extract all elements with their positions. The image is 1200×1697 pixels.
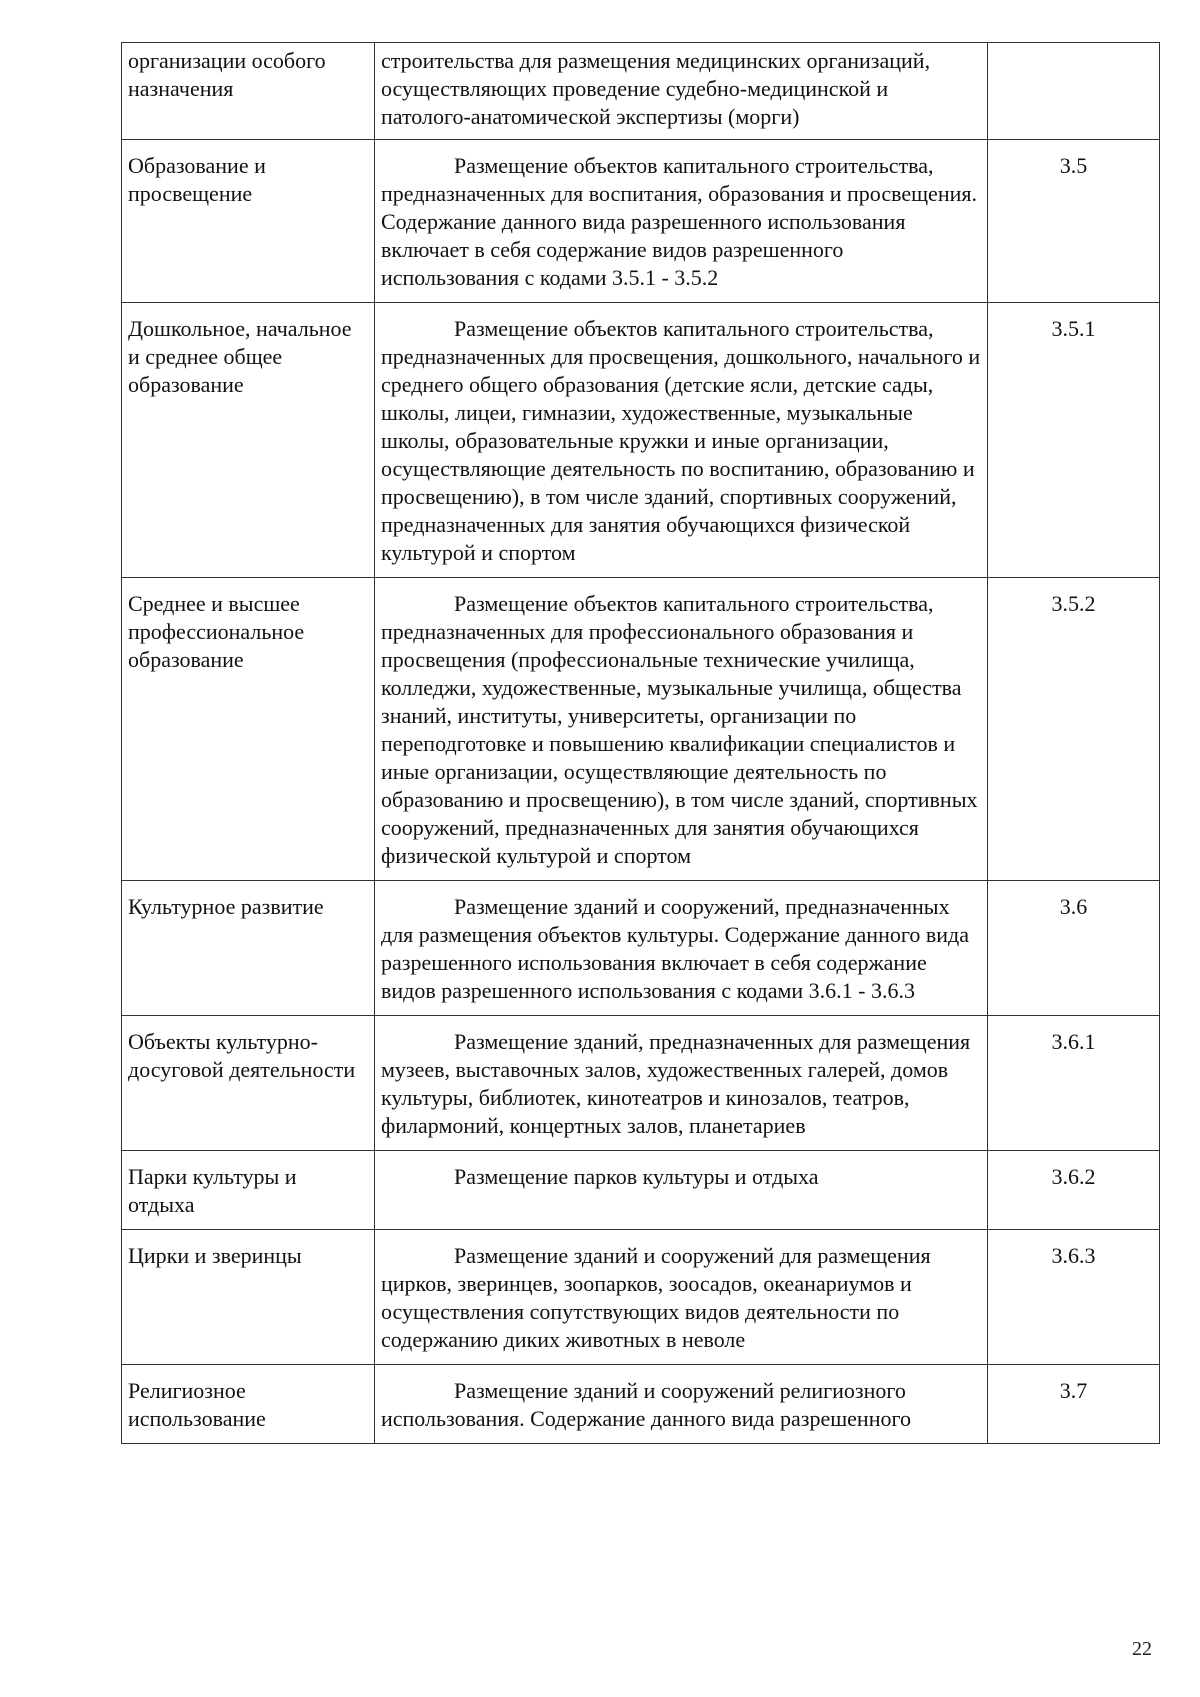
use-type-code: 3.6	[988, 881, 1160, 1016]
table-row	[122, 1151, 1160, 1230]
use-type-code: 3.5.1	[988, 303, 1160, 578]
use-type-code: 3.7	[988, 1365, 1160, 1444]
description-text: строительства для размещения медицинских организаций, осуществляющих проведение судебно-медицинской и патолого-анатомической экспертизы (морги)	[381, 48, 931, 129]
use-type-code: 3.6.1	[988, 1016, 1160, 1151]
page-number: 22	[1132, 1638, 1152, 1660]
use-type-description	[375, 1365, 988, 1444]
land-use-table	[121, 42, 1160, 1444]
use-type-name: Религиозное использование	[122, 1365, 375, 1444]
table-row	[122, 578, 1160, 881]
use-type-description	[375, 140, 988, 303]
description-text: Размещение зданий и сооружений религиозного использования. Содержание данного вида разрешенного	[381, 1378, 911, 1431]
use-type-code	[988, 43, 1160, 140]
description-text: Размещение зданий, предназначенных для размещения музеев, выставочных залов, художественных галерей, домов культуры, библиотек, кинотеатров и кинозалов, театров, филармоний, концертных залов, планетариев	[381, 1029, 971, 1138]
use-type-description	[375, 1151, 988, 1230]
table-row	[122, 140, 1160, 303]
use-type-code: 3.5.2	[988, 578, 1160, 881]
table-row	[122, 43, 1160, 140]
use-type-name: Цирки и зверинцы	[122, 1230, 375, 1365]
use-type-name: Объекты культурно-досуговой деятельности	[122, 1016, 375, 1151]
description-text: Размещение зданий и сооружений для размещения цирков, зверинцев, зоопарков, зоосадов, океанариумов и осуществления сопутствующих видов деятельности по содержанию диких животных в неволе	[381, 1243, 931, 1352]
use-type-code: 3.5	[988, 140, 1160, 303]
description-text: Размещение зданий и сооружений, предназначенных для размещения объектов культуры. Содержание данного вида разрешенного использования включает в себя содержание видов разрешенного использования с кодами 3.6.1 - 3.6.3	[381, 894, 969, 1003]
description-text: Размещение парков культуры и отдыха	[454, 1164, 819, 1189]
use-type-name: Образование и просвещение	[122, 140, 375, 303]
table-row	[122, 1016, 1160, 1151]
table-row	[122, 881, 1160, 1016]
use-type-name: организации особого назначения	[122, 43, 375, 140]
use-type-name: Среднее и высшее профессиональное образование	[122, 578, 375, 881]
table-row	[122, 1230, 1160, 1365]
use-type-name: Культурное развитие	[122, 881, 375, 1016]
use-type-description	[375, 43, 988, 140]
use-type-name: Дошкольное, начальное и среднее общее образование	[122, 303, 375, 578]
use-type-description	[375, 1230, 988, 1365]
table-row	[122, 1365, 1160, 1444]
description-text: Размещение объектов капитального строительства, предназначенных для просвещения, дошкольного, начального и среднего общего образования (детские ясли, детские сады, школы, лицеи, гимназии, художественные, музыкальные школы, образовательные кружки и иные организации, осуществляющие деятельность по воспитанию, образованию и просвещению), в том числе зданий, спортивных сооружений, предназначенных для занятия обучающихся физической культурой и спортом	[381, 316, 981, 565]
table-row	[122, 303, 1160, 578]
description-text: Размещение объектов капитального строительства, предназначенных для профессионального образования и просвещения (профессиональные технические училища, колледжи, художественные, музыкальные училища, общества знаний, институты, университеты, организации по переподготовке и повышению квалификации специалистов и иные организации, осуществляющие деятельность по образованию и просвещению), в том числе зданий, спортивных сооружений, предназначенных для занятия обучающихся физической культурой и спортом	[381, 591, 978, 868]
use-type-name: Парки культуры и отдыха	[122, 1151, 375, 1230]
description-text: Размещение объектов капитального строительства, предназначенных для воспитания, образования и просвещения. Содержание данного вида разрешенного использования включает в себя содержание видов разрешенного использования с кодами 3.5.1 - 3.5.2	[381, 153, 977, 290]
use-type-code: 3.6.3	[988, 1230, 1160, 1365]
use-type-description	[375, 303, 988, 578]
use-type-description	[375, 1016, 988, 1151]
use-type-description	[375, 881, 988, 1016]
use-type-code: 3.6.2	[988, 1151, 1160, 1230]
use-type-description	[375, 578, 988, 881]
